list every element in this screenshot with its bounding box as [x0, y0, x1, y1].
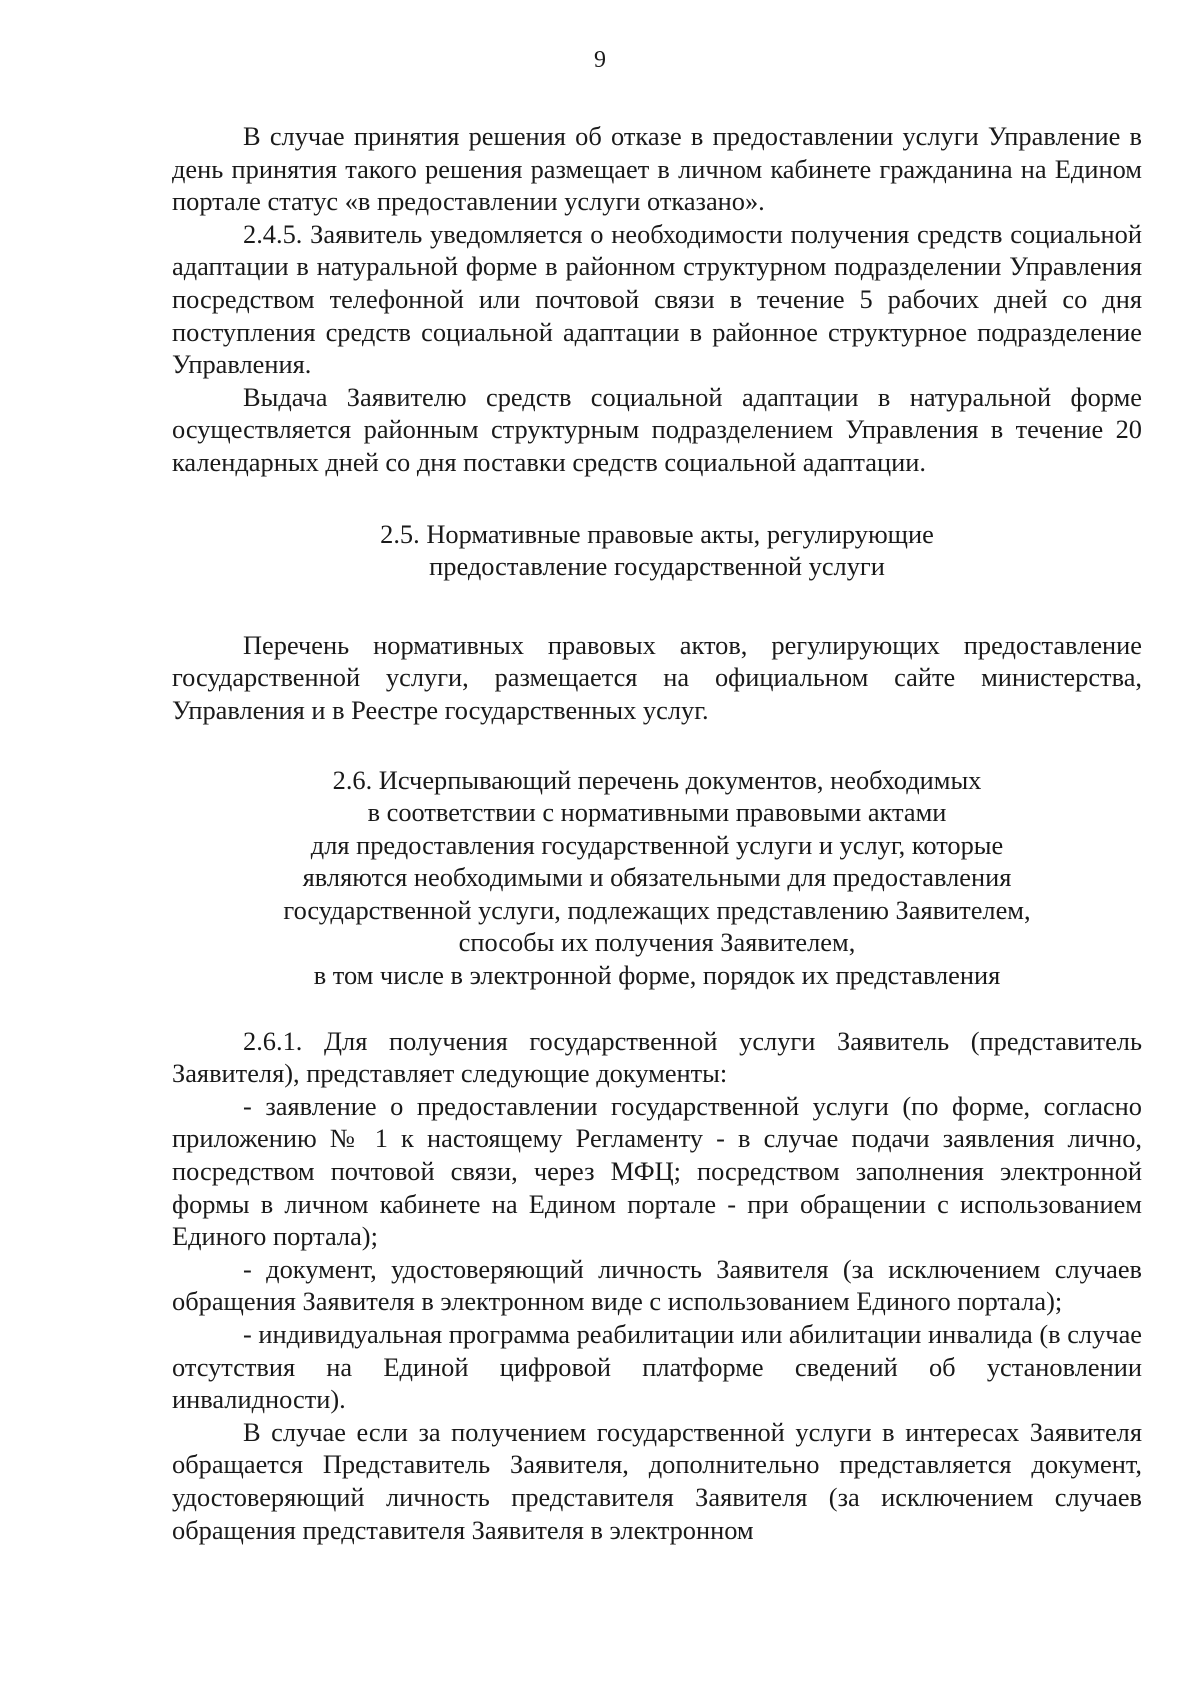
list-item-rehabilitation-program: - индивидуальная программа реабилитации или абилитации инвалида (в случае отсутствия на Единой цифровой платформе сведений об установлении инвалидности). [172, 1319, 1142, 1415]
heading-line: в соответствии с нормативными правовыми актами [367, 797, 947, 828]
heading-line: для предоставления государственной услуги и услуг, которые [310, 829, 1004, 860]
paragraph-issuance-terms: Выдача Заявителю средств социальной адаптации в натуральной форме осуществляется районным структурным подразделением Управления в течение 20 календарных дней со дня поставки средств социальной адаптации. [172, 381, 1142, 477]
heading-line: являются необходимыми и обязательными для предоставления [302, 862, 1012, 893]
page-number: 9 [594, 47, 606, 73]
heading-line: в том числе в электронной форме, порядок их представления [313, 960, 1001, 991]
heading-line: предоставление государственной услуги [429, 551, 885, 582]
paragraph-refusal-status: В случае принятия решения об отказе в предоставлении услуги Управление в день принятия такого решения размещает в личном кабинете гражданина на Едином портале статус «в предоставлении услуги отказано». [172, 121, 1142, 217]
paragraph-2-5-body: Перечень нормативных правовых актов, регулирующих предоставление государственной услуги, размещается на официальном сайте министерства, Управления и в Реестре государственных услуг. [172, 629, 1142, 725]
heading-line: государственной услуги, подлежащих представлению Заявителем, [283, 894, 1031, 925]
paragraph-2-6-1: 2.6.1. Для получения государственной услуги Заявитель (представитель Заявителя), представляет следующие документы: [172, 1025, 1142, 1089]
heading-line: способы их получения Заявителем, [458, 927, 856, 958]
list-item-identity-document: - документ, удостоверяющий личность Заявителя (за исключением случаев обращения Заявителя в электронном виде с использованием Единого портала); [172, 1253, 1142, 1317]
heading-line: 2.5. Нормативные правовые акты, регулирующие [380, 518, 934, 549]
list-item-application: - заявление о предоставлении государственной услуги (по форме, согласно приложению № 1 к настоящему Регламенту - в случае подачи заявления лично, посредством почтовой связи, через МФЦ; посредством заполнения электронной формы в личном кабинете на Едином портале - при обращении с использованием Единого портала); [172, 1090, 1142, 1252]
paragraph-2-4-5: 2.4.5. Заявитель уведомляется о необходимости получения средств социальной адаптации в натуральной форме в районном структурном подразделении Управления посредством телефонной или почтовой связи в течение 5 рабочих дней со дня поступления средств социальной адаптации в районное структурное подразделение Управления. [172, 218, 1142, 380]
heading-line: 2.6. Исчерпывающий перечень документов, необходимых [332, 764, 982, 795]
section-heading-2-6 [172, 764, 1142, 992]
section-heading-2-5 [172, 518, 1142, 583]
document-body [172, 120, 1142, 1546]
paragraph-representative: В случае если за получением государственной услуги в интересах Заявителя обращается Представитель Заявителя, дополнительно представляется документ, удостоверяющий личность представителя Заявителя (за исключением случаев обращения представителя Заявителя в электронном [172, 1416, 1142, 1545]
